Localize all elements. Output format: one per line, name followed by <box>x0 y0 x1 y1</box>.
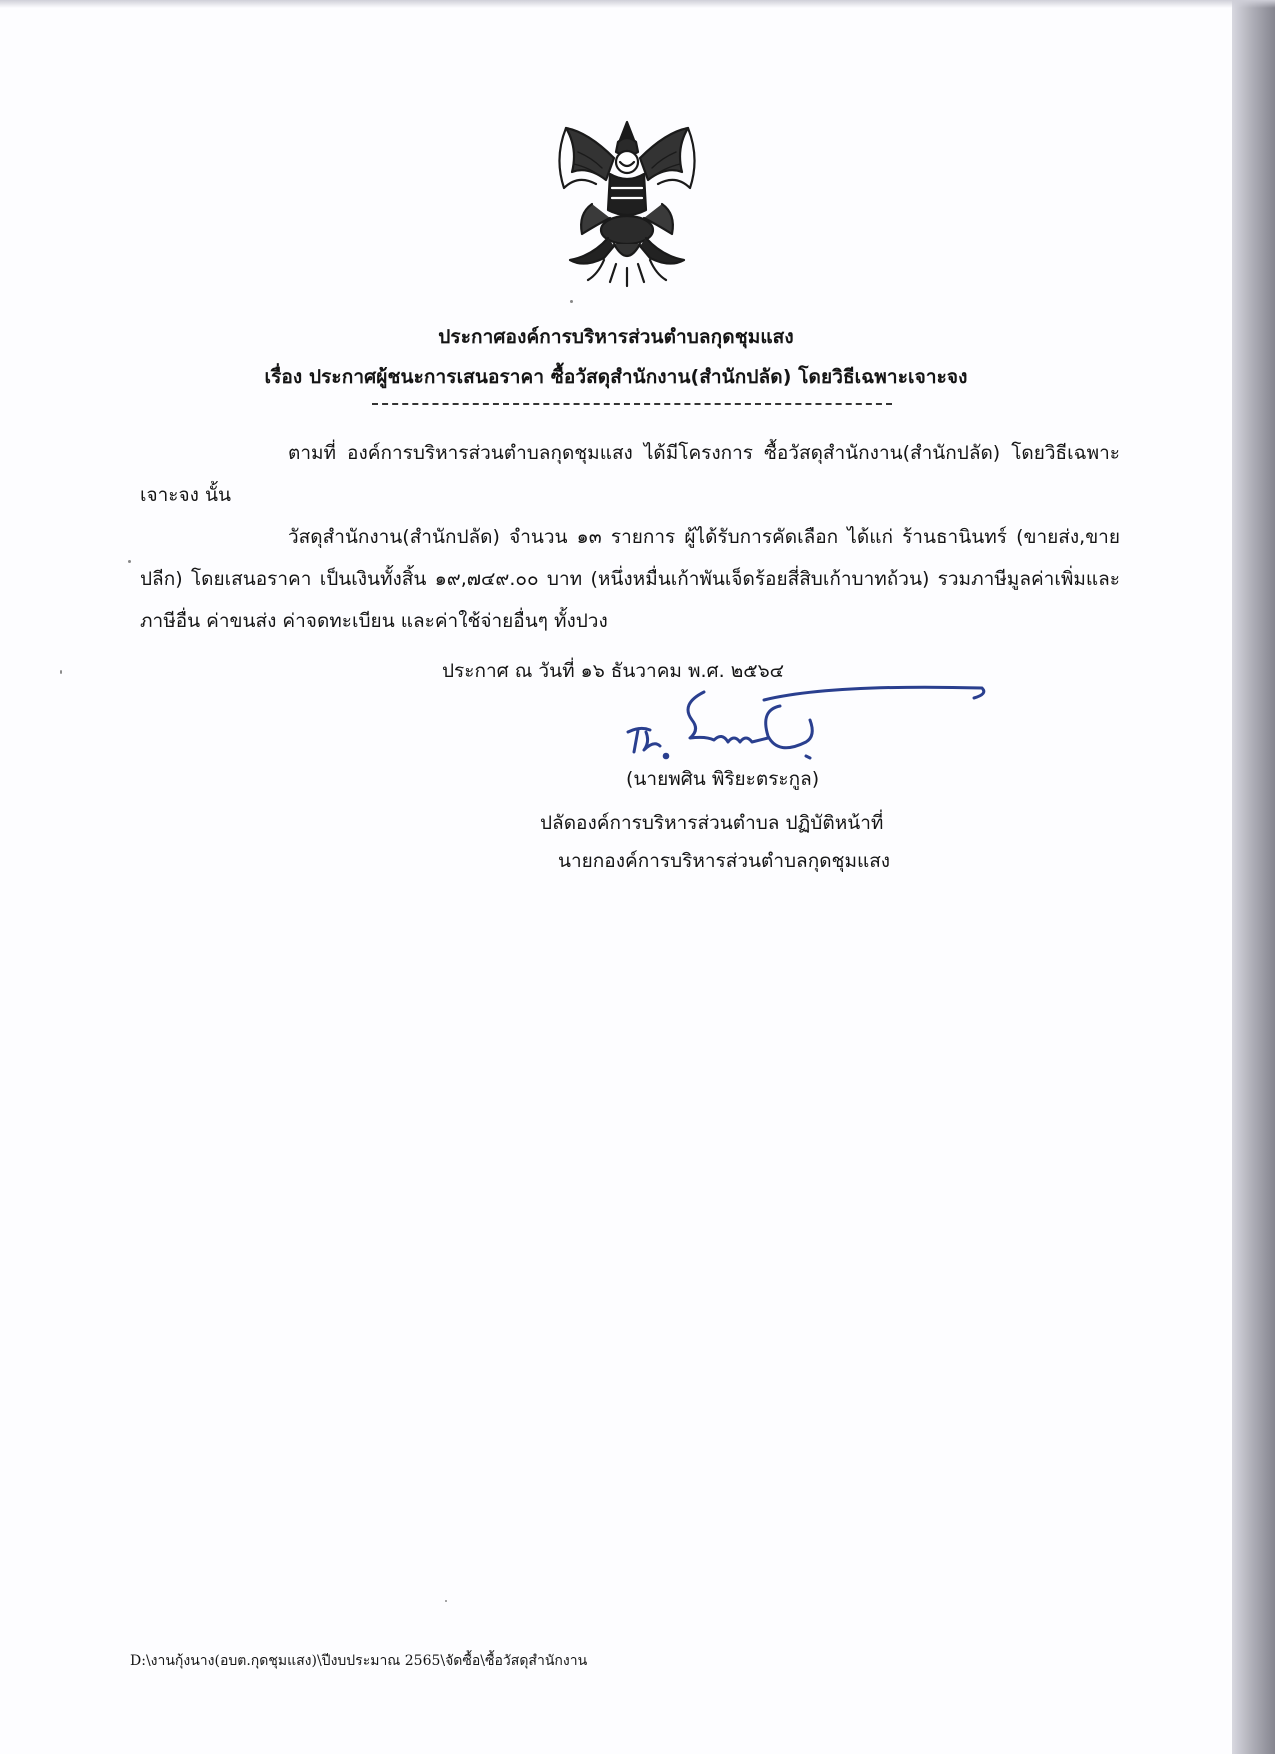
footer-file-path: D:\งานกุ้งนาง(อบต.กุดชุมแสง)\ปีงบประมาณ 2565\จัดซื้อ\ซื้อวัสดุสำนักงาน <box>130 1653 588 1669</box>
scan-speck <box>445 1600 447 1602</box>
signatory-position-1: ปลัดองค์การบริหารส่วนตำบล ปฏิบัติหน้าที่ <box>540 812 884 834</box>
announcement-date: ประกาศ ณ วันที่ ๑๖ ธันวาคม พ.ศ. ๒๕๖๔ <box>442 660 785 682</box>
body-paragraph-2: วัสดุสำนักงาน(สำนักปลัด) จำนวน ๑๓ รายการ ผู้ได้รับการคัดเลือก ได้แก่ ร้านธานินทร์ (ขายส่ง,ขายปลีก) โดยเสนอราคา เป็นเงินทั้งสิ้น ๑๙,๗๔๙.๐๐ บาท (หนึ่งหมื่นเก้าพันเจ็ดร้อยสี่สิบเก้าบาทถ้วน) รวมภาษีมูลค่าเพิ่มและภาษีอื่น ค่าขนส่ง ค่าจดทะเบียน และค่าใช้จ่ายอื่นๆ ทั้งปวง <box>140 526 1120 632</box>
announcement-subject: เรื่อง ประกาศผู้ชนะการเสนอราคา ซื้อวัสดุสำนักงาน(สำนักปลัด) โดยวิธีเฉพาะเจาะจง <box>264 366 968 388</box>
scan-speck <box>60 670 62 674</box>
title-divider <box>372 403 892 405</box>
signatory-position-2: นายกองค์การบริหารส่วนตำบลกุดชุมแสง <box>558 850 891 872</box>
signature-icon <box>610 680 990 766</box>
scan-speck <box>128 560 131 563</box>
signatory-name: (นายพศิน พิริยะตระกูล) <box>626 768 820 790</box>
scan-edge-right <box>1232 0 1275 1754</box>
announcement-title: ประกาศองค์การบริหารส่วนตำบลกุดชุมแสง <box>438 326 794 348</box>
scan-edge-top <box>0 0 1275 8</box>
body-paragraph-1: ตามที่ องค์การบริหารส่วนตำบลกุดชุมแสง ได้มีโครงการ ซื้อวัสดุสำนักงาน(สำนักปลัด) โดยวิธีเฉพาะเจาะจง นั้น <box>140 442 1120 506</box>
garuda-emblem-icon <box>548 118 706 288</box>
scan-speck <box>570 300 573 303</box>
